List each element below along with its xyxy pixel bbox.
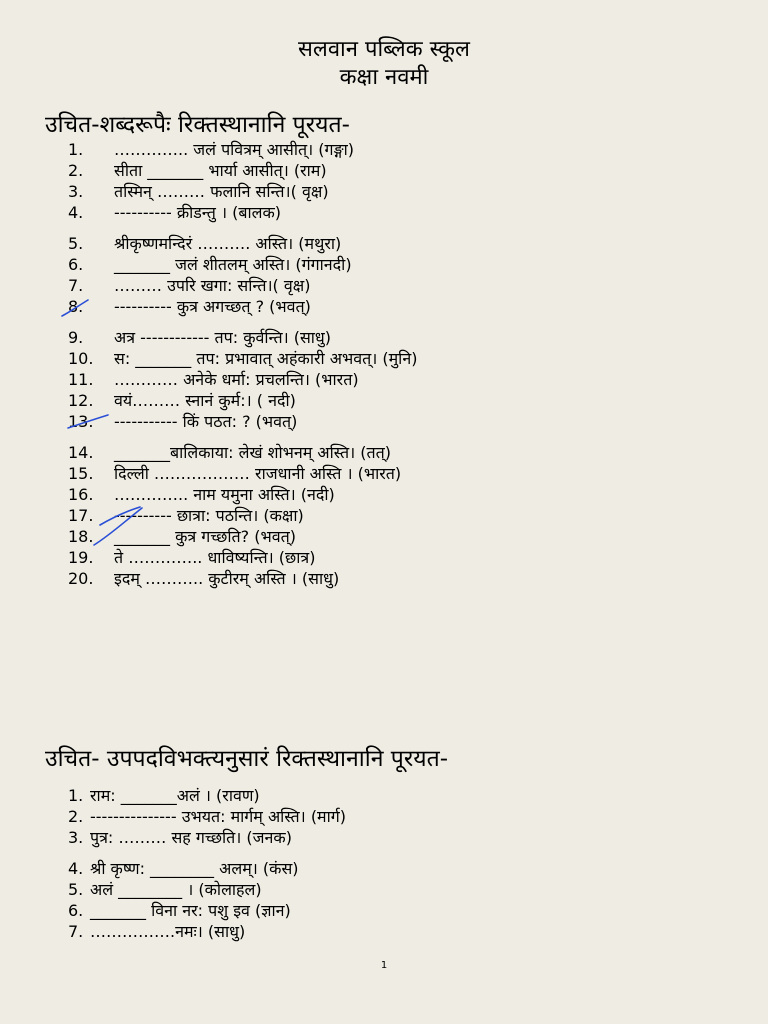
item-number: 2. xyxy=(68,161,84,180)
item-number: 15. xyxy=(68,464,94,483)
list-item xyxy=(68,463,401,484)
list-item xyxy=(68,327,331,348)
item-number: 3. xyxy=(68,828,84,847)
item-text: ---------- छात्रा: पठन्ति। (कक्षा) xyxy=(114,506,304,525)
list-item xyxy=(68,181,329,202)
item-number: 7. xyxy=(68,276,84,295)
item-number: 19. xyxy=(68,548,94,567)
item-text: दिल्ली ……………… राजधानी अस्ति । (भारत) xyxy=(114,464,402,483)
list-item xyxy=(68,568,339,589)
item-text: अत्र ------------ तप: कुर्वन्ति। (साधु) xyxy=(114,328,332,347)
list-item xyxy=(68,390,296,411)
list-item xyxy=(68,233,341,254)
list-item xyxy=(68,442,391,463)
list-item xyxy=(68,900,291,921)
item-text: सीता _______ भार्या आसीत्। (राम) xyxy=(114,161,327,180)
list-item xyxy=(68,369,359,390)
list-item xyxy=(68,921,245,942)
list-item xyxy=(68,411,297,432)
item-text: ---------- कुत्र अगच्छत् ? (भवत्) xyxy=(114,297,311,316)
item-text: राम: _______अलं । (रावण) xyxy=(90,786,260,805)
list-item xyxy=(68,296,311,317)
list-item xyxy=(68,785,260,806)
item-number: 17. xyxy=(68,506,94,525)
item-text: पुत्र: ……… सह गच्छति। (जनक) xyxy=(90,828,292,847)
item-text: --------------- उभयत: मार्गम् अस्ति। (मार्ग) xyxy=(90,807,347,826)
item-text: ----------- किं पठत: ? (भवत्) xyxy=(114,412,298,431)
list-item xyxy=(68,827,292,848)
item-text: वयं……… स्नानं कुर्म:। ( नदी) xyxy=(114,391,296,410)
item-text: श्री कृष्ण: ________ अलम्। (कंस) xyxy=(90,859,299,878)
school-name: सलवान पब्लिक स्कूल xyxy=(298,37,470,62)
list-item xyxy=(68,858,299,879)
list-item xyxy=(68,139,354,160)
item-text: ………….. नाम यमुना अस्ति। (नदी) xyxy=(114,485,335,504)
list-item xyxy=(68,806,346,827)
item-number: 5. xyxy=(68,880,84,899)
item-text: अलं ________ । (कोलाहल) xyxy=(90,880,262,899)
item-number: 20. xyxy=(68,569,94,588)
item-text: _______ जलं शीतलम् अस्ति। (गंगानदी) xyxy=(114,255,352,274)
item-number: 1. xyxy=(68,786,84,805)
item-text: …………….नमः। (साधु) xyxy=(90,922,246,941)
list-item xyxy=(68,547,315,568)
item-text: तस्मिन् ……… फलानि सन्ति।( वृक्ष) xyxy=(114,182,329,201)
item-text: स: _______ तप: प्रभावात् अहंकारी अभवत्। (मुनि) xyxy=(114,349,418,368)
section2-heading: उचित- उपपदविभक्त्यनुसारं रिक्तस्थानानि पूरयत- xyxy=(45,746,448,772)
item-text: ………….. जलं पवित्रम् आसीत्। (गङ्गा) xyxy=(114,140,355,159)
item-text: _______ विना नर: पशु इव (ज्ञान) xyxy=(90,901,291,920)
item-number: 16. xyxy=(68,485,94,504)
item-number: 4. xyxy=(68,859,84,878)
item-number: 7. xyxy=(68,922,84,941)
item-text: ……… उपरि खगा: सन्ति।( वृक्ष) xyxy=(114,276,311,295)
list-item xyxy=(68,879,262,900)
item-text: _______ कुत्र गच्छति? (भवत्) xyxy=(114,527,296,546)
list-item xyxy=(68,160,327,181)
item-number: 1. xyxy=(68,140,84,159)
item-number: 18. xyxy=(68,527,94,546)
item-text: _______बालिकाया: लेखं शोभनम् अस्ति। (तत्) xyxy=(114,443,392,462)
list-item xyxy=(68,526,296,547)
item-number: 14. xyxy=(68,443,94,462)
list-item xyxy=(68,348,417,369)
item-number: 5. xyxy=(68,234,84,253)
section1-heading: उचित-शब्दरूपैः रिक्तस्थानानि पूरयत- xyxy=(45,112,350,138)
item-number: 2. xyxy=(68,807,84,826)
item-number: 13. xyxy=(68,412,94,431)
item-number: 11. xyxy=(68,370,94,389)
item-number: 8. xyxy=(68,297,84,316)
item-number: 12. xyxy=(68,391,94,410)
item-number: 3. xyxy=(68,182,84,201)
list-item xyxy=(68,202,281,223)
list-item xyxy=(68,254,352,275)
list-item xyxy=(68,275,310,296)
item-number: 6. xyxy=(68,255,84,274)
class-name: कक्षा नवमी xyxy=(339,65,429,90)
item-number: 4. xyxy=(68,203,84,222)
item-number: 6. xyxy=(68,901,84,920)
item-text: इदम् ……….. कुटीरम् अस्ति । (साधु) xyxy=(114,569,340,588)
item-text: श्रीकृष्णमन्दिरं ………. अस्ति। (मथुरा) xyxy=(114,234,342,253)
item-text: ………… अनेके धर्मा: प्रचलन्ति। (भारत) xyxy=(114,370,359,389)
item-number: 10. xyxy=(68,349,94,368)
page-number: 1 xyxy=(380,960,388,971)
list-item xyxy=(68,484,335,505)
item-number: 9. xyxy=(68,328,84,347)
item-text: ---------- क्रीडन्तु । (बालक) xyxy=(114,203,281,222)
list-item xyxy=(68,505,304,526)
item-text: ते ………….. धाविष्यन्ति। (छात्र) xyxy=(114,548,316,567)
